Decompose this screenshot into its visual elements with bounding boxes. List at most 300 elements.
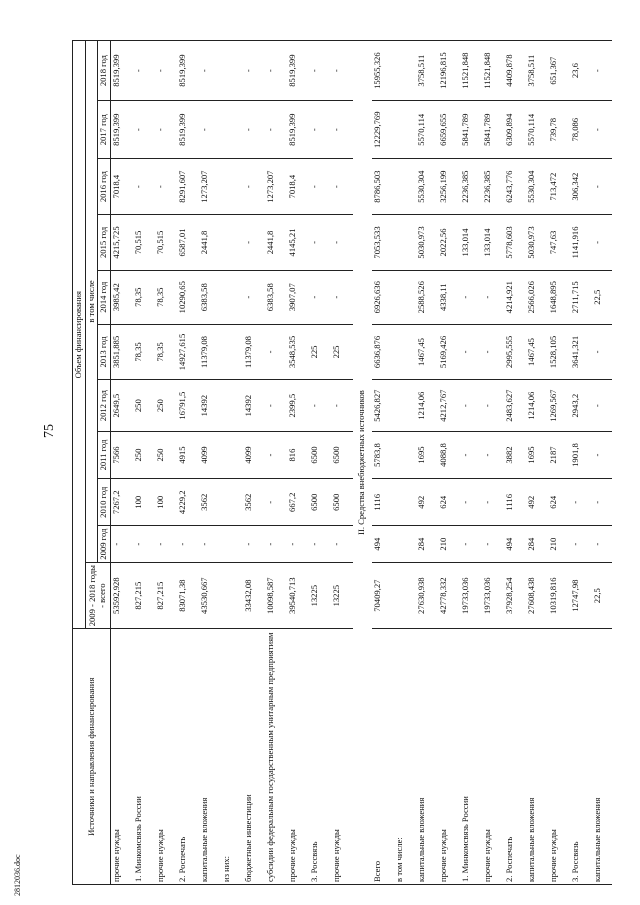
table-row bbox=[416, 41, 438, 885]
value-cell: 13225 bbox=[309, 562, 331, 629]
value-cell: 4099 bbox=[199, 431, 221, 478]
value-cell: - bbox=[592, 159, 612, 215]
value-cell: 8519,399 bbox=[110, 101, 133, 159]
financing-table bbox=[72, 40, 612, 885]
value-cell: 6500 bbox=[331, 479, 353, 526]
value-cell: 12196,815 bbox=[438, 41, 460, 101]
value-cell: 6383,58 bbox=[199, 270, 221, 324]
value-cell: 5841,789 bbox=[482, 101, 504, 159]
value-cell: 284 bbox=[526, 526, 548, 563]
value-cell: - bbox=[592, 215, 612, 271]
value-cell: 8519,399 bbox=[110, 41, 133, 101]
value-cell: 8519,399 bbox=[177, 101, 199, 159]
value-cell: 7018,4 bbox=[110, 159, 133, 215]
value-cell: - bbox=[265, 380, 287, 432]
value-cell: 284 bbox=[416, 526, 438, 563]
value-cell: 100 bbox=[155, 479, 177, 526]
value-cell: 3907,07 bbox=[287, 270, 309, 324]
rotated-table-container bbox=[72, 40, 602, 885]
table-row bbox=[460, 41, 482, 885]
table-row bbox=[438, 41, 460, 885]
value-cell: 4088,8 bbox=[438, 431, 460, 478]
row-label: прочие нужды bbox=[155, 629, 177, 885]
value-cell bbox=[394, 215, 416, 271]
row-label: субсидии федеральным государственным унитарным предприятиям bbox=[265, 629, 287, 885]
value-cell: - bbox=[287, 526, 309, 563]
document-code: 2812036.doc bbox=[13, 854, 22, 896]
value-cell: - bbox=[243, 159, 265, 215]
row-label: 2. Роспечать bbox=[504, 629, 526, 885]
value-cell: 6926,636 bbox=[372, 270, 394, 324]
year-header: 2010 год bbox=[98, 479, 111, 526]
value-cell: 2441,8 bbox=[265, 215, 287, 271]
table-row bbox=[199, 41, 221, 885]
value-cell: 2566,026 bbox=[526, 270, 548, 324]
value-cell: - bbox=[570, 526, 592, 563]
value-cell: 14392 bbox=[199, 380, 221, 432]
value-cell: 2483,627 bbox=[504, 380, 526, 432]
value-cell: 14392 bbox=[243, 380, 265, 432]
year-header: 2013 год bbox=[98, 324, 111, 380]
row-label: бюджетные инвестиции bbox=[243, 629, 265, 885]
value-cell bbox=[221, 159, 243, 215]
value-cell: - bbox=[243, 41, 265, 101]
year-header: 2015 год bbox=[98, 215, 111, 271]
row-label: Всего bbox=[372, 629, 394, 885]
value-cell bbox=[221, 41, 243, 101]
value-cell: 1141,916 bbox=[570, 215, 592, 271]
value-cell: 6500 bbox=[309, 479, 331, 526]
value-cell: 2588,526 bbox=[416, 270, 438, 324]
value-cell: 8519,399 bbox=[287, 41, 309, 101]
value-cell: - bbox=[243, 215, 265, 271]
row-label: 1. Минкомсвязь России bbox=[460, 629, 482, 885]
year-header: 2014 год bbox=[98, 270, 111, 324]
row-label: в том числе: bbox=[394, 629, 416, 885]
value-cell: 78,35 bbox=[155, 270, 177, 324]
value-cell: 5426,827 bbox=[372, 380, 394, 432]
value-cell: 3851,885 bbox=[110, 324, 133, 380]
value-cell: 7267,2 bbox=[110, 479, 133, 526]
value-cell: 210 bbox=[548, 526, 570, 563]
value-cell: 3548,535 bbox=[287, 324, 309, 380]
value-cell: 1273,207 bbox=[265, 159, 287, 215]
value-cell: 651,367 bbox=[548, 41, 570, 101]
table-row bbox=[265, 41, 287, 885]
value-cell: 3562 bbox=[243, 479, 265, 526]
value-cell: 1467,45 bbox=[526, 324, 548, 380]
value-cell: 225 bbox=[309, 324, 331, 380]
value-cell: 5030,973 bbox=[416, 215, 438, 271]
value-cell: 713,472 bbox=[548, 159, 570, 215]
value-cell: 3882 bbox=[504, 431, 526, 478]
value-cell: 5841,789 bbox=[460, 101, 482, 159]
value-cell: 2943,2 bbox=[570, 380, 592, 432]
value-cell: - bbox=[155, 159, 177, 215]
value-cell bbox=[221, 215, 243, 271]
value-cell: 4338,11 bbox=[438, 270, 460, 324]
value-cell: 6587,01 bbox=[177, 215, 199, 271]
value-cell: - bbox=[331, 270, 353, 324]
value-cell: - bbox=[482, 479, 504, 526]
table-row bbox=[482, 41, 504, 885]
row-label: прочие нужды bbox=[482, 629, 504, 885]
value-cell: 5783,8 bbox=[372, 431, 394, 478]
row-label: прочие нужды bbox=[438, 629, 460, 885]
value-cell: 1528,105 bbox=[548, 324, 570, 380]
row-label: 3. Россвязь bbox=[570, 629, 592, 885]
value-cell: 4212,767 bbox=[438, 380, 460, 432]
volume-header: Объем финансирования bbox=[73, 41, 86, 629]
value-cell: 133,014 bbox=[482, 215, 504, 271]
value-cell: - bbox=[155, 526, 177, 563]
row-label: прочие нужды bbox=[287, 629, 309, 885]
table-row bbox=[592, 41, 612, 885]
value-cell: 10290,65 bbox=[177, 270, 199, 324]
table-row bbox=[221, 41, 243, 885]
value-cell: 83071,38 bbox=[177, 562, 199, 629]
value-cell: 3758,511 bbox=[416, 41, 438, 101]
value-cell: 19733,036 bbox=[460, 562, 482, 629]
value-cell: 2995,555 bbox=[504, 324, 526, 380]
value-cell: - bbox=[460, 431, 482, 478]
value-cell: 5570,114 bbox=[416, 101, 438, 159]
value-cell: - bbox=[460, 270, 482, 324]
value-cell: 78,086 bbox=[570, 101, 592, 159]
value-cell: 225 bbox=[331, 324, 353, 380]
table-row bbox=[177, 41, 199, 885]
value-cell: 492 bbox=[526, 479, 548, 526]
row-label: 3. Россвязь bbox=[309, 629, 331, 885]
source-header: Источники и направления финансирования bbox=[73, 629, 111, 885]
value-cell: 39540,713 bbox=[287, 562, 309, 629]
value-cell: 3256,199 bbox=[438, 159, 460, 215]
value-cell: 1901,8 bbox=[570, 431, 592, 478]
value-cell: 27608,438 bbox=[526, 562, 548, 629]
value-cell: - bbox=[199, 41, 221, 101]
value-cell: 70,515 bbox=[155, 215, 177, 271]
value-cell: - bbox=[592, 526, 612, 563]
value-cell: - bbox=[133, 101, 155, 159]
value-cell: - bbox=[265, 41, 287, 101]
table-row bbox=[287, 41, 309, 885]
value-cell: - bbox=[155, 101, 177, 159]
value-cell: 37928,254 bbox=[504, 562, 526, 629]
table-header bbox=[73, 41, 111, 885]
value-cell: - bbox=[331, 526, 353, 563]
value-cell bbox=[394, 324, 416, 380]
value-cell: 210 bbox=[438, 526, 460, 563]
value-cell: 11521,848 bbox=[482, 41, 504, 101]
value-cell: 624 bbox=[548, 479, 570, 526]
value-cell: 250 bbox=[133, 380, 155, 432]
year-header: 2016 год bbox=[98, 159, 111, 215]
value-cell: - bbox=[265, 431, 287, 478]
value-cell: 6500 bbox=[331, 431, 353, 478]
value-cell: - bbox=[243, 270, 265, 324]
value-cell: 6636,876 bbox=[372, 324, 394, 380]
total-header: 2009 - 2018 годы - всего bbox=[85, 562, 110, 629]
page-number: 75 bbox=[42, 424, 57, 438]
value-cell: 78,35 bbox=[155, 324, 177, 380]
value-cell: 667,2 bbox=[287, 479, 309, 526]
row-label: капитальные вложения bbox=[416, 629, 438, 885]
value-cell bbox=[221, 270, 243, 324]
value-cell: 2236,385 bbox=[460, 159, 482, 215]
value-cell: - bbox=[309, 41, 331, 101]
value-cell: 11379,08 bbox=[199, 324, 221, 380]
value-cell: 5530,304 bbox=[416, 159, 438, 215]
row-label: прочие нужды bbox=[548, 629, 570, 885]
value-cell: - bbox=[243, 101, 265, 159]
value-cell: 624 bbox=[438, 479, 460, 526]
value-cell bbox=[221, 562, 243, 629]
value-cell bbox=[221, 101, 243, 159]
value-cell bbox=[221, 526, 243, 563]
value-cell: 15955,326 bbox=[372, 41, 394, 101]
value-cell: 739,78 bbox=[548, 101, 570, 159]
value-cell: 2711,715 bbox=[570, 270, 592, 324]
value-cell: 78,35 bbox=[133, 324, 155, 380]
value-cell bbox=[221, 380, 243, 432]
table-row bbox=[110, 41, 133, 885]
value-cell: 1467,45 bbox=[416, 324, 438, 380]
value-cell: - bbox=[482, 324, 504, 380]
table-row bbox=[243, 41, 265, 885]
value-cell: - bbox=[482, 526, 504, 563]
value-cell: - bbox=[331, 41, 353, 101]
value-cell bbox=[394, 380, 416, 432]
row-label: 1. Минкомсвязь России bbox=[133, 629, 155, 885]
value-cell: - bbox=[309, 215, 331, 271]
table-row bbox=[155, 41, 177, 885]
value-cell: 2022,56 bbox=[438, 215, 460, 271]
value-cell: - bbox=[592, 101, 612, 159]
value-cell: - bbox=[243, 526, 265, 563]
value-cell: 2649,5 bbox=[110, 380, 133, 432]
value-cell bbox=[221, 324, 243, 380]
value-cell: 2399,5 bbox=[287, 380, 309, 432]
value-cell: 4409,878 bbox=[504, 41, 526, 101]
value-cell: - bbox=[199, 526, 221, 563]
value-cell: 5530,304 bbox=[526, 159, 548, 215]
value-cell bbox=[394, 431, 416, 478]
value-cell: - bbox=[460, 380, 482, 432]
value-cell: 4145,21 bbox=[287, 215, 309, 271]
value-cell: 5778,603 bbox=[504, 215, 526, 271]
value-cell: 7053,533 bbox=[372, 215, 394, 271]
value-cell bbox=[394, 101, 416, 159]
value-cell: 2441,8 bbox=[199, 215, 221, 271]
value-cell: 5030,973 bbox=[526, 215, 548, 271]
value-cell: - bbox=[265, 479, 287, 526]
value-cell bbox=[394, 41, 416, 101]
row-label: капитальные вложения bbox=[199, 629, 221, 885]
value-cell: 43530,667 bbox=[199, 562, 221, 629]
value-cell: 816 bbox=[287, 431, 309, 478]
value-cell: 12747,98 bbox=[570, 562, 592, 629]
value-cell: - bbox=[133, 41, 155, 101]
value-cell: 53592,928 bbox=[110, 562, 133, 629]
value-cell: 4099 bbox=[243, 431, 265, 478]
value-cell: 8519,399 bbox=[287, 101, 309, 159]
value-cell: 42778,332 bbox=[438, 562, 460, 629]
value-cell: 6309,894 bbox=[504, 101, 526, 159]
value-cell: 827,215 bbox=[133, 562, 155, 629]
value-cell: 4915 bbox=[177, 431, 199, 478]
value-cell: 6500 bbox=[309, 431, 331, 478]
value-cell: 3641,321 bbox=[570, 324, 592, 380]
value-cell: 250 bbox=[155, 431, 177, 478]
value-cell: 7018,4 bbox=[287, 159, 309, 215]
value-cell: 1116 bbox=[504, 479, 526, 526]
value-cell: 6243,776 bbox=[504, 159, 526, 215]
value-cell: 22,5 bbox=[592, 270, 612, 324]
table-row bbox=[133, 41, 155, 885]
value-cell: 1116 bbox=[372, 479, 394, 526]
value-cell: 11379,08 bbox=[243, 324, 265, 380]
value-cell: 1695 bbox=[526, 431, 548, 478]
value-cell: 6659,655 bbox=[438, 101, 460, 159]
value-cell: - bbox=[592, 380, 612, 432]
value-cell: 6383,58 bbox=[265, 270, 287, 324]
value-cell: - bbox=[177, 526, 199, 563]
year-header: 2017 год bbox=[98, 101, 111, 159]
value-cell: - bbox=[265, 101, 287, 159]
value-cell: 13225 bbox=[331, 562, 353, 629]
value-cell: - bbox=[265, 324, 287, 380]
value-cell: 10319,816 bbox=[548, 562, 570, 629]
value-cell: 100 bbox=[133, 479, 155, 526]
value-cell bbox=[394, 526, 416, 563]
value-cell: 3985,42 bbox=[110, 270, 133, 324]
value-cell: - bbox=[331, 159, 353, 215]
row-label: капитальные вложения bbox=[526, 629, 548, 885]
row-label: 2. Роспечать bbox=[177, 629, 199, 885]
value-cell: - bbox=[309, 101, 331, 159]
value-cell: 5570,114 bbox=[526, 101, 548, 159]
value-cell: - bbox=[482, 431, 504, 478]
value-cell: 8519,399 bbox=[177, 41, 199, 101]
year-header: 2012 год bbox=[98, 380, 111, 432]
value-cell: 27630,938 bbox=[416, 562, 438, 629]
table-row bbox=[372, 41, 394, 885]
value-cell: 494 bbox=[372, 526, 394, 563]
value-cell: 12229,769 bbox=[372, 101, 394, 159]
value-cell: - bbox=[460, 526, 482, 563]
value-cell: 78,35 bbox=[133, 270, 155, 324]
value-cell: 827,215 bbox=[155, 562, 177, 629]
table-row bbox=[504, 41, 526, 885]
value-cell: - bbox=[592, 41, 612, 101]
value-cell: - bbox=[110, 526, 133, 563]
value-cell: - bbox=[265, 526, 287, 563]
year-header: 2009 год bbox=[98, 526, 111, 563]
value-cell: - bbox=[133, 526, 155, 563]
table-body bbox=[110, 41, 612, 885]
value-cell bbox=[394, 562, 416, 629]
value-cell: 133,014 bbox=[460, 215, 482, 271]
value-cell: - bbox=[592, 431, 612, 478]
value-cell: - bbox=[133, 159, 155, 215]
value-cell: 1269,567 bbox=[548, 380, 570, 432]
table-row bbox=[548, 41, 570, 885]
value-cell: 70,515 bbox=[133, 215, 155, 271]
value-cell: - bbox=[482, 380, 504, 432]
value-cell: - bbox=[482, 270, 504, 324]
value-cell: 2236,385 bbox=[482, 159, 504, 215]
value-cell: - bbox=[309, 159, 331, 215]
value-cell: 1273,207 bbox=[199, 159, 221, 215]
value-cell: 23,6 bbox=[570, 41, 592, 101]
value-cell: - bbox=[309, 526, 331, 563]
year-header: 2011 год bbox=[98, 431, 111, 478]
value-cell: - bbox=[592, 324, 612, 380]
value-cell bbox=[394, 159, 416, 215]
value-cell: - bbox=[331, 215, 353, 271]
value-cell: 4229,2 bbox=[177, 479, 199, 526]
value-cell: 747,63 bbox=[548, 215, 570, 271]
value-cell: 1648,895 bbox=[548, 270, 570, 324]
value-cell: 3758,511 bbox=[526, 41, 548, 101]
value-cell: - bbox=[155, 41, 177, 101]
value-cell: 250 bbox=[155, 380, 177, 432]
value-cell bbox=[394, 270, 416, 324]
row-label: капитальные вложения bbox=[592, 629, 612, 885]
value-cell: 2187 bbox=[548, 431, 570, 478]
row-label: прочие нужды bbox=[331, 629, 353, 885]
value-cell: 33432,08 bbox=[243, 562, 265, 629]
table-row bbox=[394, 41, 416, 885]
value-cell: 7566 bbox=[110, 431, 133, 478]
value-cell: 70409,27 bbox=[372, 562, 394, 629]
value-cell: - bbox=[460, 479, 482, 526]
value-cell: - bbox=[570, 479, 592, 526]
value-cell: 19733,036 bbox=[482, 562, 504, 629]
value-cell: 10098,587 bbox=[265, 562, 287, 629]
table-row bbox=[526, 41, 548, 885]
value-cell: 306,342 bbox=[570, 159, 592, 215]
value-cell: - bbox=[592, 479, 612, 526]
value-cell bbox=[221, 479, 243, 526]
value-cell: 5169,426 bbox=[438, 324, 460, 380]
section-row bbox=[353, 41, 372, 885]
value-cell: 494 bbox=[504, 526, 526, 563]
value-cell: - bbox=[460, 324, 482, 380]
year-header: 2018 год bbox=[98, 41, 111, 101]
value-cell bbox=[394, 479, 416, 526]
row-label: прочие нужды bbox=[110, 629, 133, 885]
value-cell: 22,5 bbox=[592, 562, 612, 629]
value-cell: - bbox=[331, 101, 353, 159]
value-cell: 492 bbox=[416, 479, 438, 526]
value-cell: - bbox=[199, 101, 221, 159]
value-cell: 1214,06 bbox=[416, 380, 438, 432]
value-cell: 8786,503 bbox=[372, 159, 394, 215]
section-title: II. Средства внебюджетных источников bbox=[353, 41, 372, 885]
table-row bbox=[309, 41, 331, 885]
value-cell: 4215,725 bbox=[110, 215, 133, 271]
table-row bbox=[570, 41, 592, 885]
value-cell: 3562 bbox=[199, 479, 221, 526]
value-cell: 14927,615 bbox=[177, 324, 199, 380]
value-cell: 1695 bbox=[416, 431, 438, 478]
value-cell: 250 bbox=[133, 431, 155, 478]
value-cell: 16791,5 bbox=[177, 380, 199, 432]
value-cell: 8291,607 bbox=[177, 159, 199, 215]
table-row bbox=[331, 41, 353, 885]
value-cell: - bbox=[309, 380, 331, 432]
